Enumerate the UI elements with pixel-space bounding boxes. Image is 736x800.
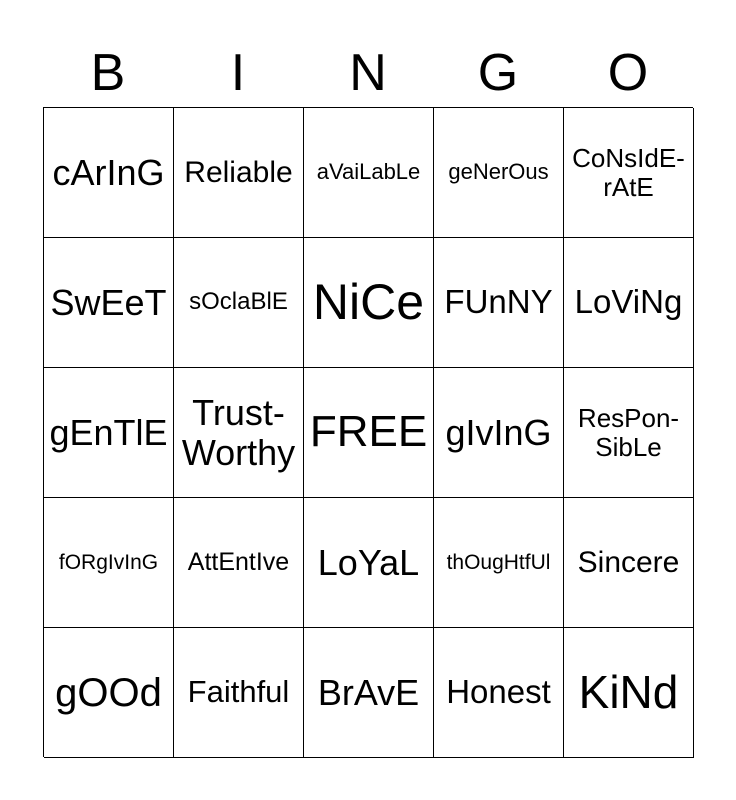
bingo-cell[interactable] [44,108,174,238]
cell-word: ResPon- SibLe [577,402,680,462]
cell-word: gEnTlE [49,411,168,453]
header-letter-n: N [349,44,387,102]
cell-word: aVaiLabLe [316,159,421,185]
cell-word: Reliable [184,156,293,189]
bingo-cell[interactable] [174,498,304,628]
header-letter-i: I [230,44,246,102]
cell-word: SwEeT [50,281,167,323]
cell-word: NiCe [312,274,425,330]
cell-word: cArInG [52,151,165,193]
bingo-cell[interactable] [304,238,434,368]
cell-word: KiNd [578,666,679,719]
header-letter-o: O [607,44,649,102]
cell-word: BrAvE [317,671,420,713]
header-letter-g: G [477,44,519,102]
cell-word: Faithful [187,674,290,710]
cell-word: CoNsIdE- rAtE [572,142,685,202]
bingo-cell[interactable] [174,108,304,238]
bingo-cell[interactable] [434,368,564,498]
bingo-cell[interactable] [304,108,434,238]
bingo-cell[interactable] [44,628,174,758]
cell-word: LoYaL [317,541,420,583]
bingo-cell[interactable] [434,498,564,628]
bingo-cell[interactable] [564,368,694,498]
bingo-cell[interactable] [304,498,434,628]
cell-word: FUnNY [444,283,553,321]
bingo-cell[interactable] [304,368,434,498]
cell-word: Honest [446,673,551,711]
cell-word: sOclaBlE [189,288,288,316]
cell-word: FREE [309,407,428,457]
bingo-cell[interactable] [434,238,564,368]
bingo-cell[interactable] [174,368,304,498]
bingo-board [43,107,693,757]
header-letter-b: B [90,44,126,102]
bingo-cell[interactable] [44,238,174,368]
bingo-cell[interactable] [44,368,174,498]
bingo-header [43,40,693,106]
bingo-cell[interactable] [564,628,694,758]
cell-word: Trust- Worthy [181,391,296,473]
bingo-cell[interactable] [564,108,694,238]
cell-word: gOOd [55,670,162,715]
bingo-cell[interactable] [564,238,694,368]
bingo-cell[interactable] [564,498,694,628]
cell-word: AttEntIve [187,547,290,576]
bingo-cell[interactable] [174,238,304,368]
cell-word: Sincere [577,546,680,579]
bingo-cell[interactable] [434,628,564,758]
bingo-cell[interactable] [44,498,174,628]
bingo-cell[interactable] [304,628,434,758]
cell-word: gIvInG [445,411,552,453]
cell-word: LoViNg [574,283,683,321]
bingo-cell[interactable] [434,108,564,238]
cell-word: fORgIvInG [58,550,159,574]
cell-word: geNerOus [448,159,549,185]
cell-word: thOugHtfUl [446,550,551,574]
bingo-cell[interactable] [174,628,304,758]
